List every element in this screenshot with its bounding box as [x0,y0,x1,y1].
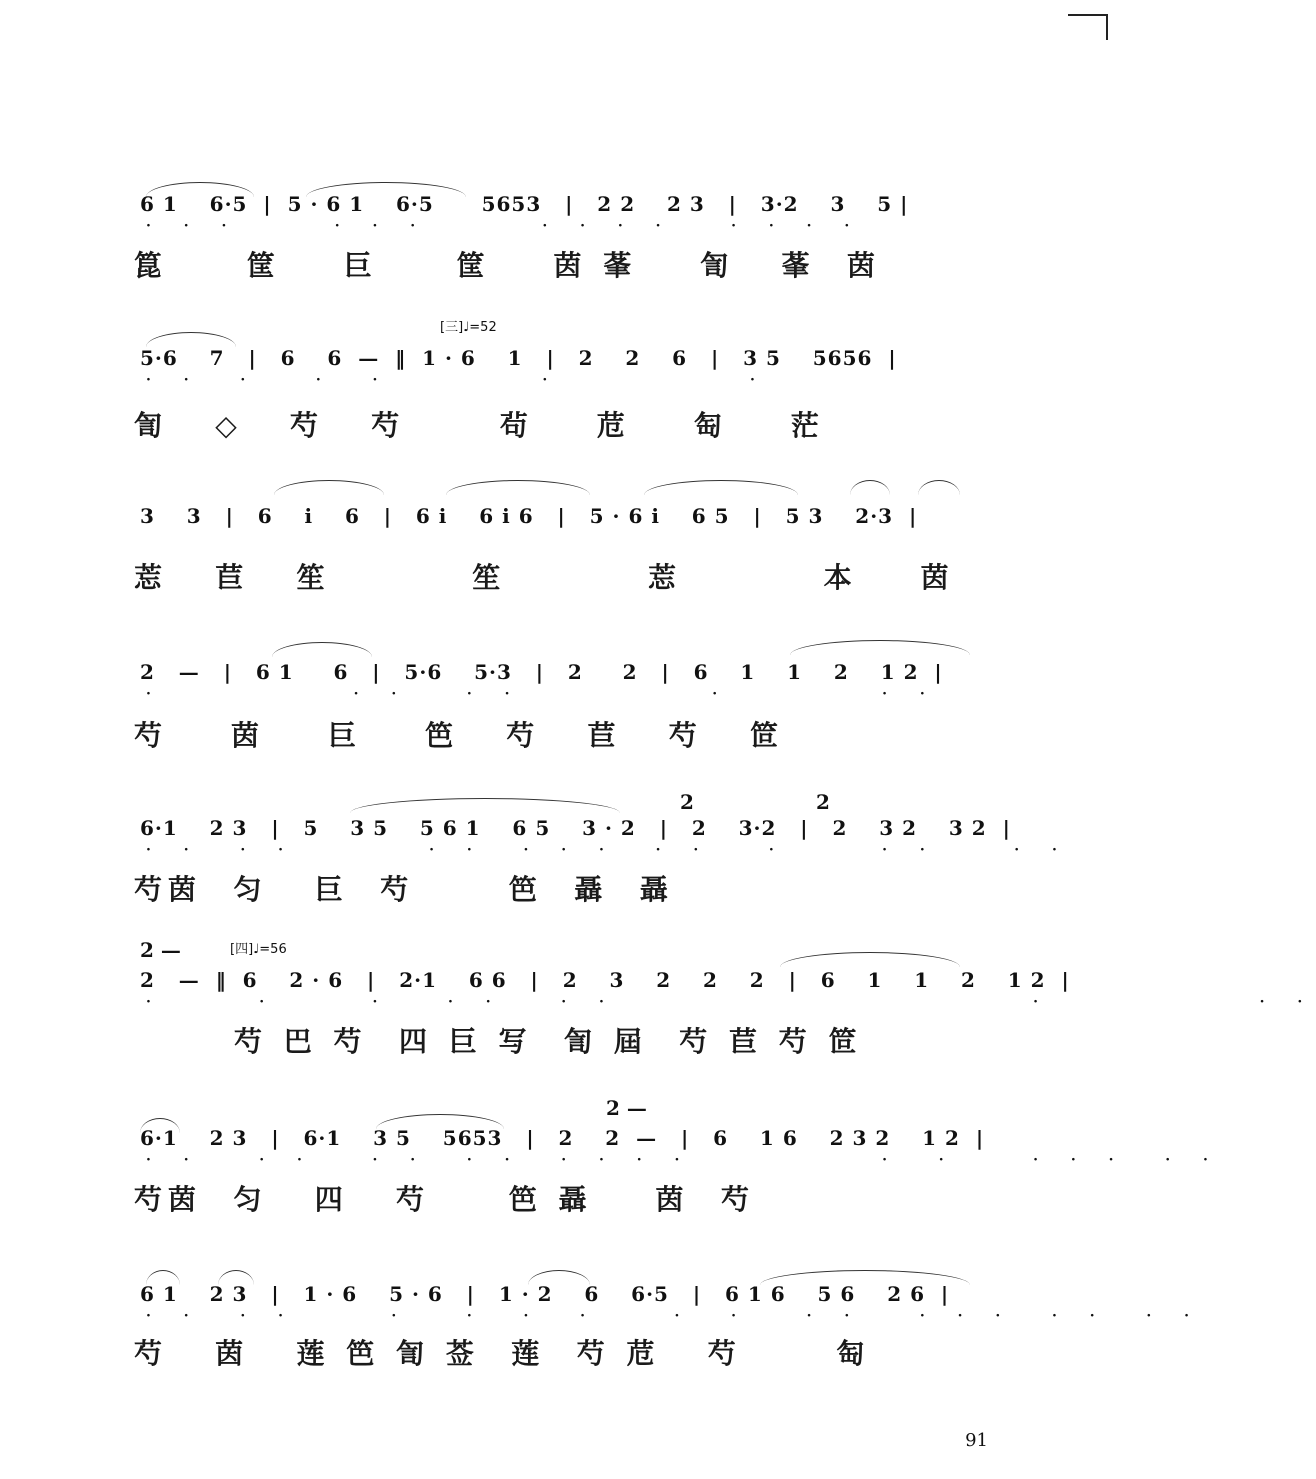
octave-dots: · · · · · · · · [146,686,939,702]
notation-line: 6 1 6·5 | 5 · 6 1 6·5 5653 | 2 2 2 3 | 3·2 3 5 | [140,192,909,216]
notation-line: 5·6 7 | 6 6 — ‖ 1 · 6 1 | 2 2 6 | 3 5 5656 | [140,346,897,370]
slur [274,480,384,495]
page-number: 91 [965,1430,988,1451]
octave-dots: · · · · · · · · · · · · · · · · · · · [146,1308,1203,1324]
slur [790,640,970,655]
slur [146,332,236,347]
slur [918,480,960,495]
octave-dots: · · · · · · · · · · · · · · [146,218,864,234]
notation-line: 3 3 | 6 i 6 | 6 i 6 i 6 | 5 · 6 i 6 5 | 5 3 2·3 | [140,504,918,528]
slur [780,952,960,967]
stacked-note: 2 [816,790,830,814]
jianzi-line: 箟 筐 巨 筐 茵 莑 訇 莑 茵 [134,249,881,282]
tempo-mark: [三]♩=52 [440,320,497,335]
stacked-note: 2 — [606,1096,647,1120]
jianzi-line: 芍 茵 巨 笆 芍 苣 芍 笸 [134,719,784,752]
stacked-note: 2 — [140,938,181,962]
page-corner-mark [1068,14,1108,16]
octave-dots: · · · · · · · · · · · · · · · · [146,842,1071,858]
notation-line: 2 — ‖ 6 2 · 6 | 2·1 6 6 | 2 3 2 2 2 | 6 1 1 2 1 2 | [140,968,1070,992]
page-corner-tick [1106,14,1108,40]
slur [850,480,890,495]
notation-line: 6·1 2 3 | 6·1 3 5 5653 | 2 2 — | 6 1 6 2 3 2 1 2 | [140,1126,985,1150]
octave-dots: · · · · · · · · · · · · · · · · · · · [146,1152,1222,1168]
slur [446,480,590,495]
notation-line: 2 — | 6 1 6 | 5·6 5·3 | 2 2 | 6 1 1 2 1 2 | [140,660,943,684]
jianzi-line: 莣 苣 笙 笙 莣 本 茵 [134,561,955,594]
notation-line: 6·1 2 3 | 5 3 5 5 6 1 6 5 3 · 2 | 2 3·2 | 2 3 2 3 2 | [140,816,1011,840]
octave-dots: · · · · · · · · · · [146,994,1316,1010]
jianzi-line: 芍 茵 莲 笆 訇 莶 莲 芍 苊 芍 匋 [134,1337,871,1370]
jianzi-line: 訇 ◇ 芍 芍 茍 苊 匋 茫 [134,409,825,442]
slur [644,480,798,495]
tempo-mark: [四]♩=56 [230,942,287,957]
stacked-note: 2 [680,790,694,814]
jianzi-line: 芍茵 匀 四 芍 笆 聶 茵 芍 [134,1183,755,1216]
notation-line: 6 1 2 3 | 1 · 6 5 · 6 | 1 · 2 6 6·5 | 6 1 6 5 6 2 6 | [140,1282,950,1306]
jianzi-line: 芍茵 匀 巨 芍 笆 聶 聶 [134,873,674,906]
octave-dots: · · · · · · · [146,372,769,388]
slur [350,798,620,813]
slur [272,642,372,657]
jianzi-line: 芍 巴 芍 四 巨 写 訇 屆 芍 苣 芍 笸 [234,1025,863,1058]
